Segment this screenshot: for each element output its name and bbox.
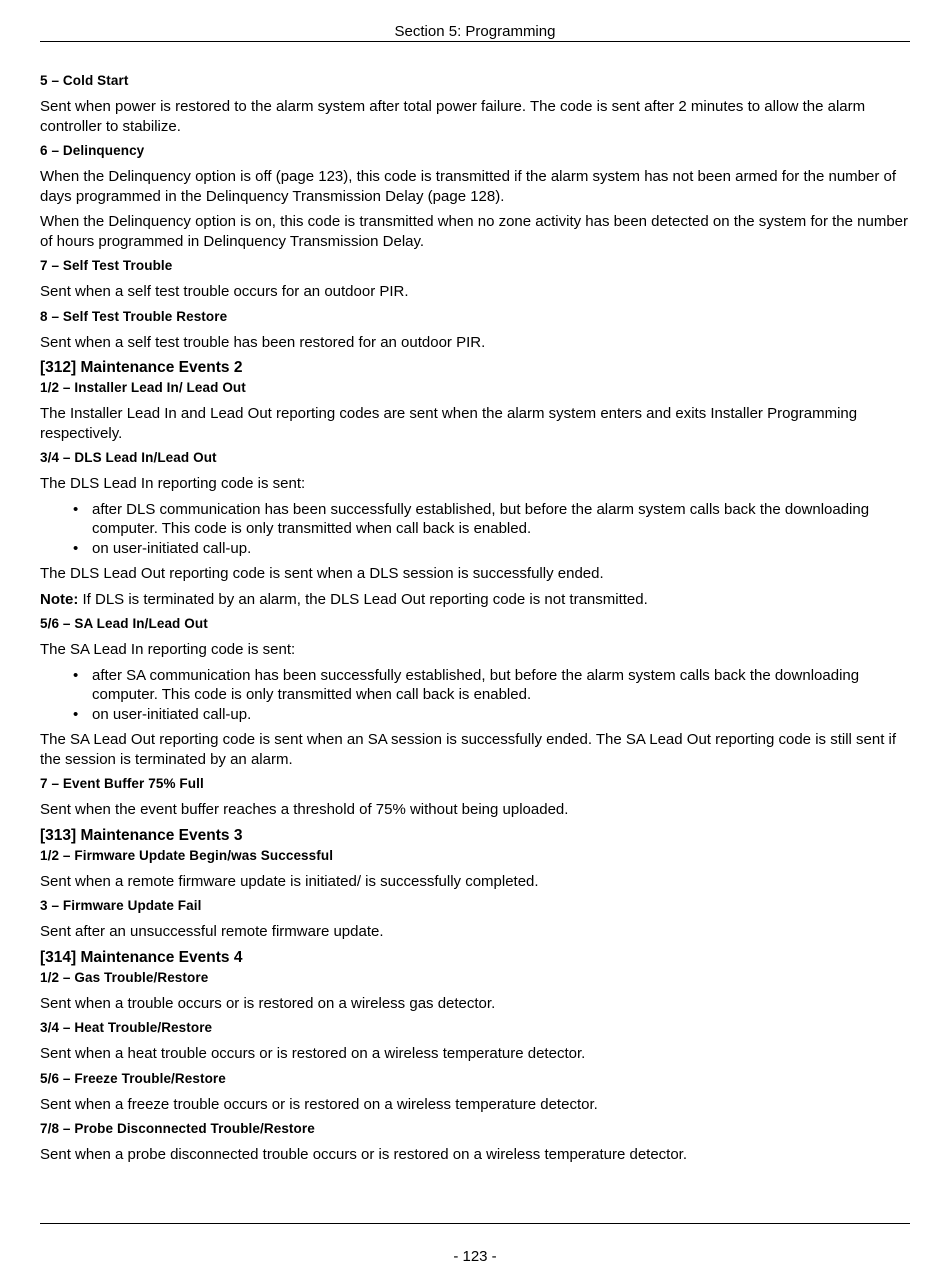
subheading-cold-start: 5 – Cold Start bbox=[40, 73, 129, 88]
subheading-firmware-fail: 3 – Firmware Update Fail bbox=[40, 898, 202, 913]
paragraph: The DLS Lead In reporting code is sent: bbox=[40, 475, 306, 492]
subheading-firmware-update: 1/2 – Firmware Update Begin/was Successful bbox=[40, 847, 334, 863]
list-item bbox=[40, 539, 908, 559]
subheading-event-buffer: 7 – Event Buffer 75% Full bbox=[40, 776, 204, 791]
list-item bbox=[40, 500, 908, 539]
subheading-installer-lead: 1/2 – Installer Lead In/ Lead Out bbox=[40, 380, 246, 395]
subheading-self-test-restore: 8 – Self Test Trouble Restore bbox=[40, 308, 228, 324]
list-item-text: after DLS communication has been successfully established, but before the alarm system calls back the downloading computer. This code is only transmitted when call back is enabled. bbox=[92, 500, 870, 537]
bullet-icon: • bbox=[73, 500, 79, 518]
header-divider bbox=[40, 41, 910, 42]
section-header: Section 5: Programming bbox=[394, 23, 556, 40]
list-item bbox=[40, 666, 908, 705]
subheading-self-test-trouble: 7 – Self Test Trouble bbox=[40, 258, 173, 273]
paragraph: The Installer Lead In and Lead Out reporting codes are sent when the alarm system enters and exits Installer Programming respectively. bbox=[40, 405, 858, 442]
paragraph: When the Delinquency option is on, this code is transmitted when no zone activity has been detected on the system for the number of hours programmed in Delinquency Transmission Delay. bbox=[40, 213, 908, 250]
note bbox=[40, 590, 908, 610]
footer-divider bbox=[40, 1223, 910, 1224]
paragraph: The DLS Lead Out reporting code is sent when a DLS session is successfully ended. bbox=[40, 565, 604, 582]
paragraph: When the Delinquency option is off (page 123), this code is transmitted if the alarm system has not been armed for the number of days programmed in the Delinquency Transmission Delay (page 128). bbox=[40, 168, 897, 205]
paragraph: Sent when a trouble occurs or is restored on a wireless gas detector. bbox=[40, 994, 496, 1012]
note-label: Note: bbox=[40, 590, 79, 608]
subheading-dls-lead: 3/4 – DLS Lead In/Lead Out bbox=[40, 450, 217, 465]
bullet-list-sa bbox=[40, 666, 908, 725]
bullet-icon: • bbox=[73, 705, 79, 723]
section-heading-314: [314] Maintenance Events 4 bbox=[40, 948, 243, 966]
subheading-probe-disconnected: 7/8 – Probe Disconnected Trouble/Restore bbox=[40, 1121, 315, 1136]
paragraph: Sent when a freeze trouble occurs or is restored on a wireless temperature detector. bbox=[40, 1095, 598, 1113]
section-heading-313: [313] Maintenance Events 3 bbox=[40, 826, 243, 844]
paragraph: Sent when a probe disconnected trouble occurs or is restored on a wireless temperature detector. bbox=[40, 1146, 688, 1163]
paragraph: Sent when a self test trouble occurs for an outdoor PIR. bbox=[40, 283, 409, 300]
bullet-icon: • bbox=[73, 666, 79, 684]
list-item-text: on user-initiated call-up. bbox=[92, 539, 252, 557]
note-text: If DLS is terminated by an alarm, the DLS Lead Out reporting code is not transmitted. bbox=[78, 590, 648, 608]
paragraph: Sent when the event buffer reaches a threshold of 75% without being uploaded. bbox=[40, 801, 569, 818]
page-number: - 123 - bbox=[453, 1248, 497, 1265]
paragraph: The SA Lead Out reporting code is sent when an SA session is successfully ended. The SA Lead Out reporting code is still sent if the session is terminated by an alarm. bbox=[40, 731, 897, 768]
paragraph: Sent when a self test trouble has been restored for an outdoor PIR. bbox=[40, 333, 486, 351]
paragraph: Sent after an unsuccessful remote firmware update. bbox=[40, 923, 384, 940]
page-content bbox=[40, 72, 908, 1171]
list-item-text: after SA communication has been successfully established, but before the alarm system calls back the downloading computer. This code is only transmitted when call back is enabled. bbox=[92, 666, 860, 703]
subheading-heat-trouble: 3/4 – Heat Trouble/Restore bbox=[40, 1020, 213, 1035]
subheading-delinquency: 6 – Delinquency bbox=[40, 143, 145, 158]
section-heading-312: [312] Maintenance Events 2 bbox=[40, 359, 243, 376]
bullet-list-dls bbox=[40, 500, 908, 559]
list-item bbox=[40, 705, 908, 725]
subheading-sa-lead: 5/6 – SA Lead In/Lead Out bbox=[40, 616, 208, 631]
paragraph: Sent when a remote firmware update is initiated/ is successfully completed. bbox=[40, 872, 539, 890]
paragraph: Sent when a heat trouble occurs or is restored on a wireless temperature detector. bbox=[40, 1045, 586, 1062]
paragraph: Sent when power is restored to the alarm system after total power failure. The code is sent after 2 minutes to allow the alarm controller to stabilize. bbox=[40, 98, 866, 135]
bullet-icon: • bbox=[73, 539, 79, 557]
list-item-text: on user-initiated call-up. bbox=[92, 705, 252, 723]
paragraph: The SA Lead In reporting code is sent: bbox=[40, 641, 296, 658]
subheading-gas-trouble: 1/2 – Gas Trouble/Restore bbox=[40, 969, 209, 985]
subheading-freeze-trouble: 5/6 – Freeze Trouble/Restore bbox=[40, 1070, 226, 1086]
